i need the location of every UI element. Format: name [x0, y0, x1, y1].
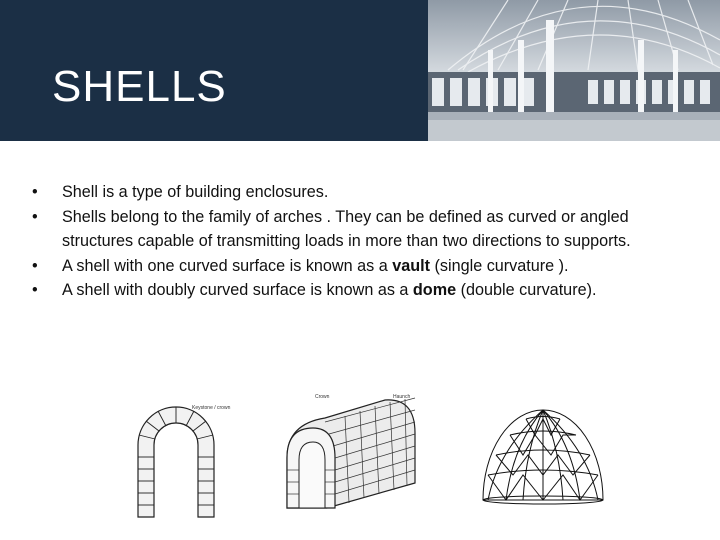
bullet-glyph: •	[32, 207, 38, 226]
bullet-text: Shells belong to the family of arches . They can be defined as curved or angled structures capable of transmitting loads in more than two directions to supports.	[62, 207, 631, 250]
bullet-glyph: •	[32, 256, 38, 275]
bullet-text-pre: A shell with one curved surface is known as a	[62, 256, 393, 275]
bullet-keyword-vault: vault	[392, 256, 431, 275]
bullet-list	[32, 180, 672, 303]
arch-illustration	[130, 395, 245, 520]
bullet-text-post: (single curvature ).	[430, 256, 569, 275]
bullet-item	[32, 180, 672, 205]
bullet-item	[32, 278, 672, 303]
arch-label: Keystone / crown	[192, 405, 231, 411]
bullet-text-pre: A shell with doubly curved surface is known as a	[62, 281, 413, 299]
vault-crown-label: Crown	[315, 394, 330, 400]
shell-interior-photo	[428, 0, 720, 141]
bullet-item	[32, 205, 672, 254]
bullet-text: Shell is a type of building enclosures.	[62, 183, 329, 201]
bullet-keyword-dome: dome	[412, 281, 457, 299]
bullet-item	[32, 254, 672, 279]
bullet-glyph: •	[32, 281, 38, 299]
title-banner	[0, 0, 720, 141]
header-photo	[428, 0, 720, 141]
geodesic-dome-illustration	[478, 405, 608, 505]
vault-haunch-label: Haunch	[393, 394, 411, 400]
slide-title: SHELLS	[52, 62, 227, 111]
bullet-glyph: •	[32, 183, 38, 201]
vault-illustration	[265, 388, 425, 513]
bullet-text-post: (double curvature).	[456, 281, 597, 299]
